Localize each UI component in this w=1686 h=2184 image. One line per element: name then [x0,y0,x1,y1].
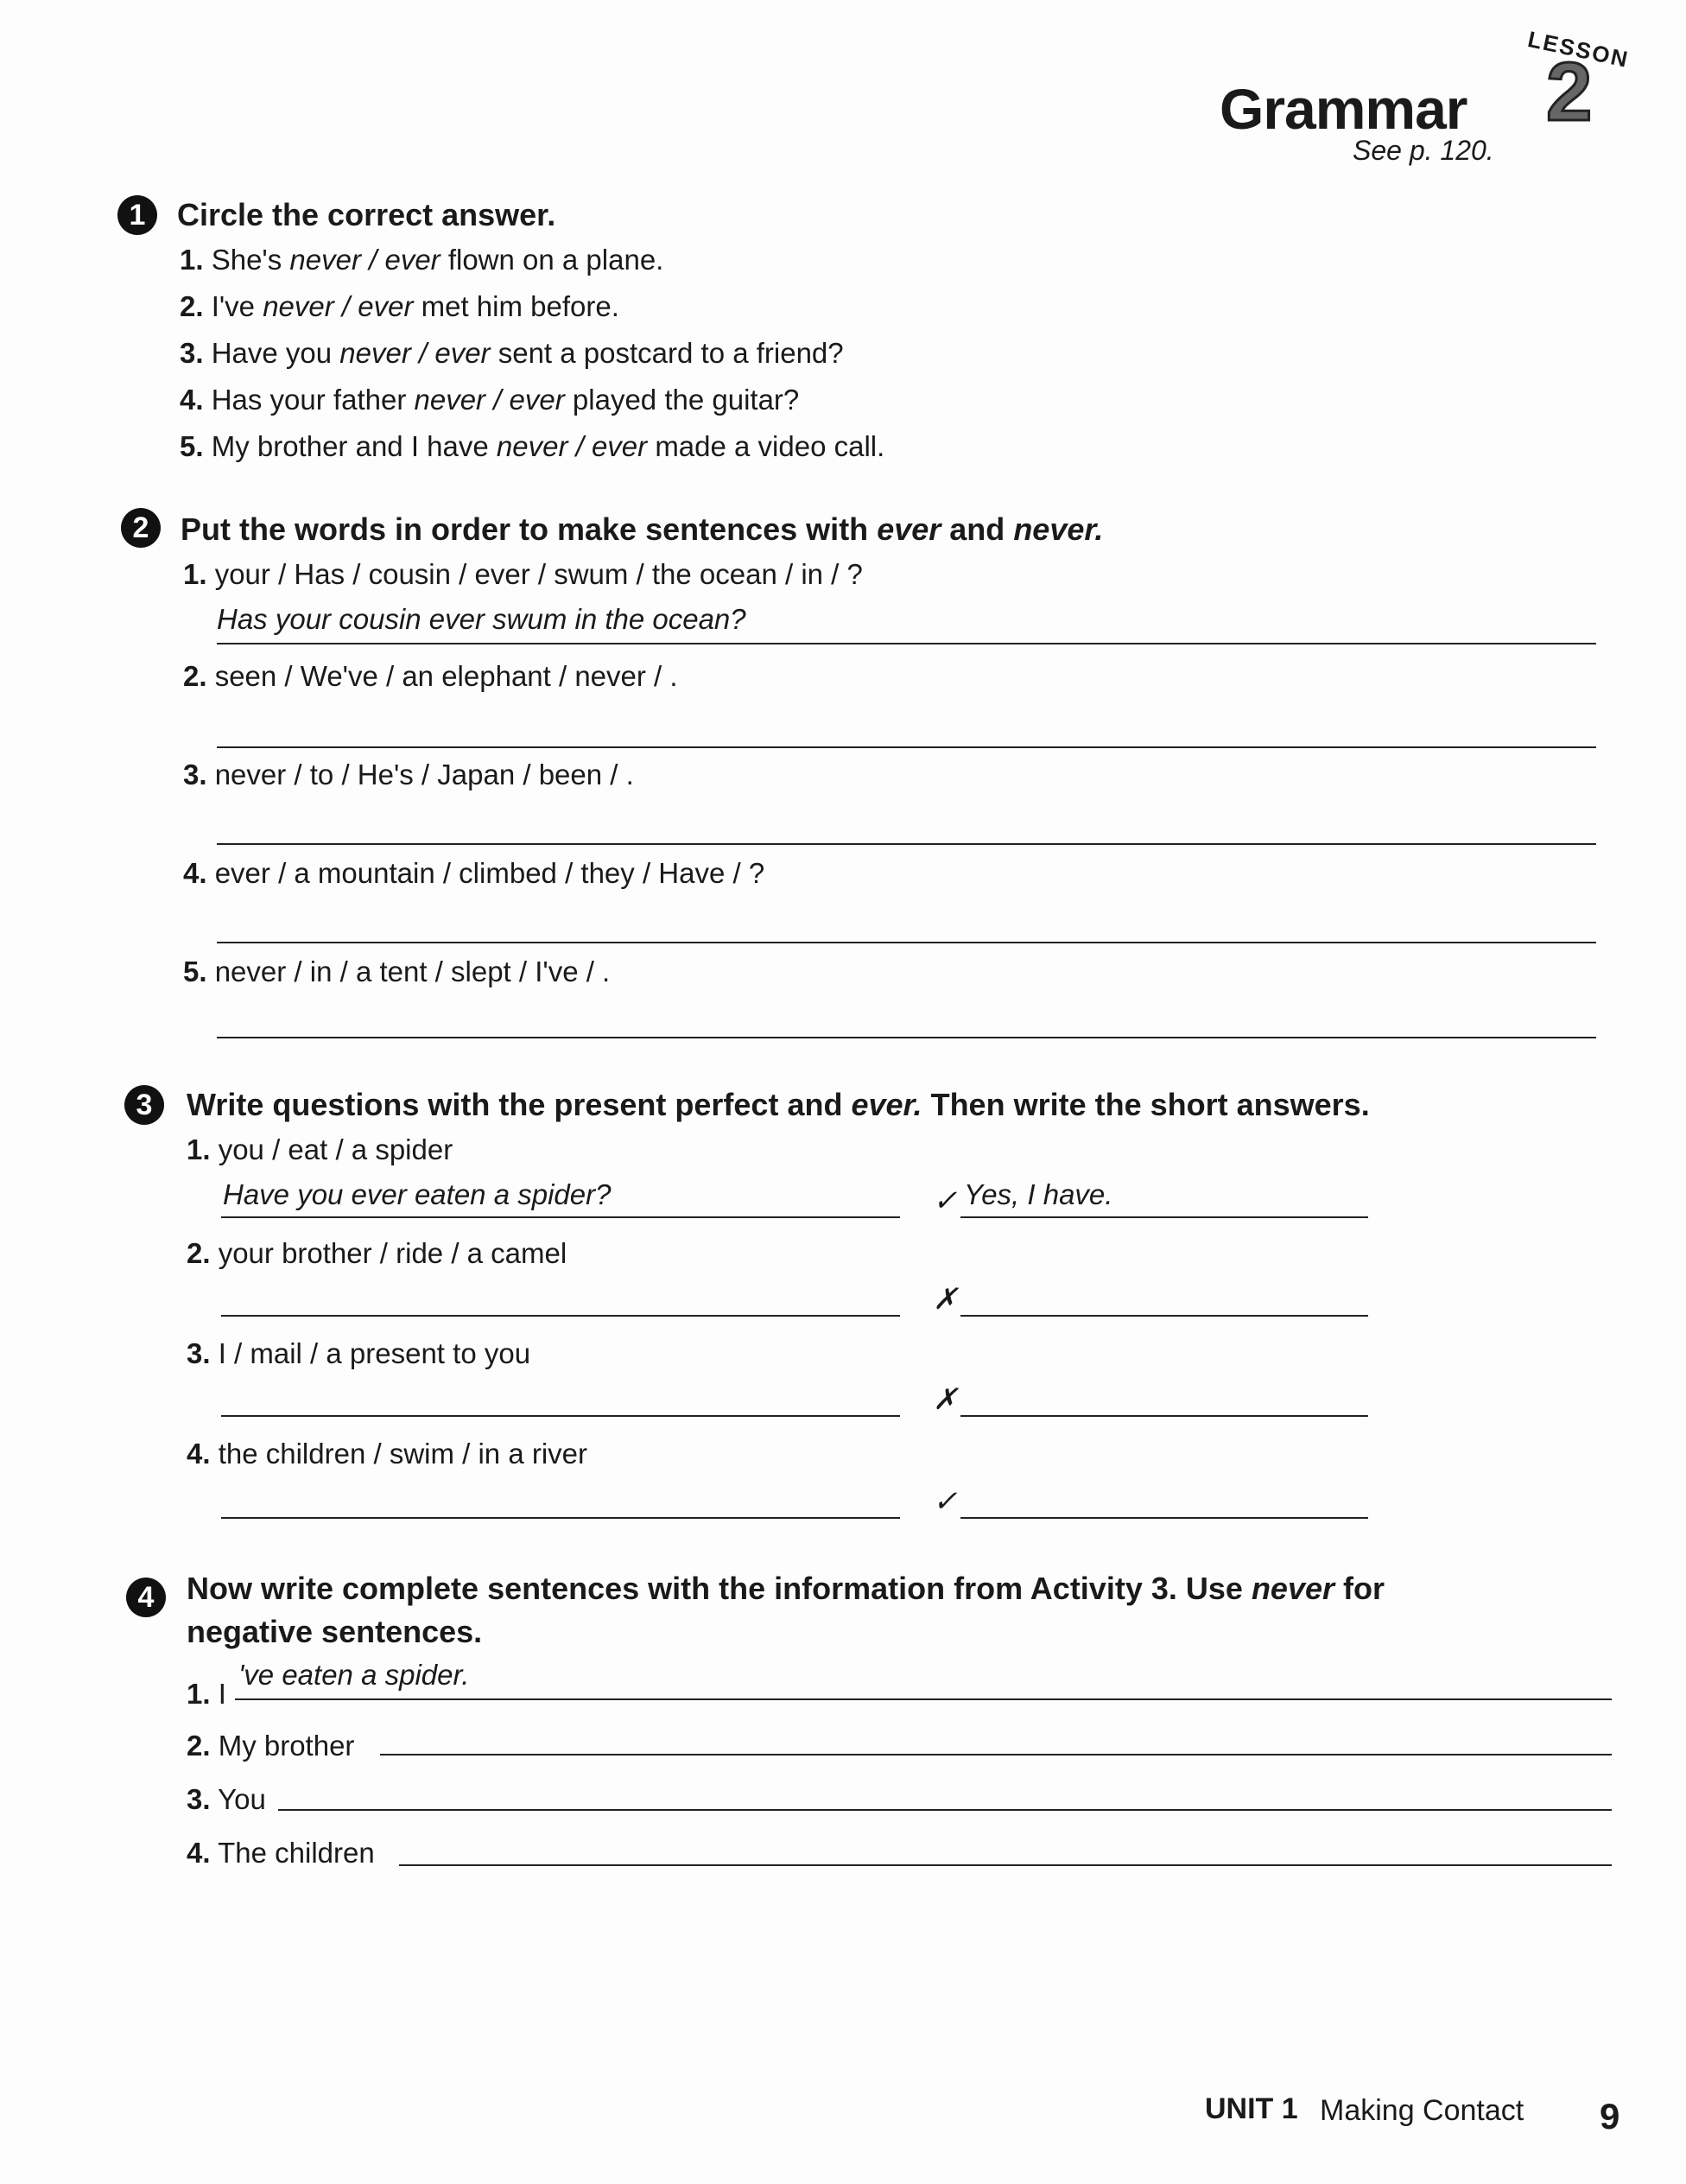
instruction-text: Put the words in order to make sentences with [181,511,869,547]
word-prompt: never / to / He's / Japan / been / . [214,759,634,790]
list-item [183,759,634,791]
short-answer-line[interactable] [960,1315,1368,1317]
instruction-text: Now write complete sentences with the information from Activity 3. Use [187,1571,1243,1606]
item-number: 4. [180,384,204,416]
item-number: 3. [187,1337,211,1369]
item-text: Have you [211,337,333,369]
list-item [183,558,863,591]
item-number: 1. [187,1678,211,1710]
answer-line[interactable] [380,1754,1612,1755]
activity2-instruction [181,511,1103,548]
item-text: I've [211,290,256,322]
answer-line[interactable] [217,843,1596,845]
answer-line[interactable] [278,1809,1612,1811]
answer-line[interactable] [399,1864,1612,1866]
activity3-instruction [187,1087,1370,1123]
checkmark-icon: ✓ [933,1485,958,1518]
answer-line[interactable] [217,942,1596,943]
answer-line[interactable] [235,1698,1612,1700]
page-reference: See p. 120. [1353,135,1494,166]
word-prompt: seen / We've / an elephant / never / . [214,660,678,692]
instruction-text: ever. [851,1087,922,1122]
item-number: 5. [183,956,207,987]
short-answer-line[interactable] [960,1415,1368,1417]
instruction-text: for [1343,1571,1385,1606]
instruction-text: Write questions with the present perfect and [187,1087,843,1122]
sentence-start: I [218,1678,226,1710]
sentence-start: The children [218,1837,375,1869]
question-line[interactable] [221,1415,900,1417]
item-text: She's [211,244,282,276]
word-prompt: never / in / a tent / slept / I've / . [214,956,611,987]
answer-choice[interactable]: never / ever [339,337,491,369]
item-number: 5. [180,430,204,462]
word-prompt: you / eat / a spider [218,1133,453,1165]
page-title: Grammar [1220,77,1467,141]
list-item [187,1337,530,1370]
cross-icon: ✗ [933,1383,958,1416]
list-item [187,1438,587,1470]
answer-text: Has your cousin ever swum in the ocean? [217,603,746,635]
short-answer-line[interactable] [960,1216,1368,1218]
lesson-number: 2 [1546,46,1593,138]
list-item [187,1237,567,1270]
list-item [183,956,610,988]
list-item [180,337,844,370]
cross-icon: ✗ [933,1283,958,1316]
question-line[interactable] [221,1216,900,1218]
list-item [187,1133,453,1166]
list-item [187,1837,375,1870]
list-item [187,1730,354,1762]
item-number: 1. [180,244,204,276]
lesson-label: LESSON [1525,25,1632,73]
item-text: made a video call. [655,430,885,462]
answer-line[interactable] [217,746,1596,748]
question-answer: Have you ever eaten a spider? [223,1178,612,1210]
activity-number-badge: 2 [121,508,161,548]
answer-line[interactable] [217,1037,1596,1038]
item-number: 2. [187,1730,211,1762]
item-text: Has your father [211,384,407,416]
item-text: My brother and I have [211,430,489,462]
activity4-instruction [187,1571,1385,1607]
item-text: played the guitar? [572,384,800,416]
answer-choice[interactable]: never / ever [289,244,441,276]
list-item [187,1678,226,1711]
activity1-instruction: Circle the correct answer. [177,197,556,232]
list-item [180,244,663,276]
list-item [180,384,799,416]
unit-label: UNIT 1 [1205,2092,1298,2125]
list-item [183,857,764,890]
item-text: flown on a plane. [447,244,664,276]
item-number: 2. [187,1237,211,1269]
item-number: 1. [187,1133,211,1165]
word-prompt: I / mail / a present to you [218,1337,531,1369]
answer-choice[interactable]: never / ever [414,384,565,416]
activity4-instruction-cont: negative sentences. [187,1614,483,1649]
page-number: 9 [1600,2096,1620,2136]
instruction-text: never. [1013,511,1104,547]
item-number: 3. [180,337,204,369]
instruction-text: never [1251,1571,1335,1606]
word-prompt: ever / a mountain / climbed / they / Have / ? [214,857,765,889]
answer-choice[interactable]: never / ever [496,430,648,462]
instruction-text: ever [877,511,941,547]
question-line[interactable] [221,1517,900,1519]
activity-number-badge: 1 [117,195,157,235]
instruction-text: and [949,511,1005,547]
list-item [180,430,884,463]
item-text: met him before. [421,290,619,322]
sentence-start: My brother [218,1730,355,1762]
activity-number-badge: 3 [124,1085,164,1125]
list-item [187,1783,266,1816]
instruction-text: Then write the short answers. [930,1087,1370,1122]
item-number: 4. [187,1438,211,1470]
item-number: 3. [187,1783,211,1815]
question-line[interactable] [221,1315,900,1317]
item-number: 2. [180,290,204,322]
list-item [180,290,619,323]
word-prompt: the children / swim / in a river [218,1438,588,1470]
answer-line[interactable] [217,643,1596,644]
list-item [183,660,678,693]
checkmark-icon: ✓ [933,1184,958,1217]
answer-text: 've eaten a spider. [238,1659,470,1691]
word-prompt: your brother / ride / a camel [218,1237,567,1269]
short-answer-line[interactable] [960,1517,1368,1519]
item-number: 3. [183,759,207,790]
word-prompt: your / Has / cousin / ever / swum / the ocean / in / ? [214,558,863,590]
sentence-start: You [218,1783,266,1815]
short-answer: Yes, I have. [964,1178,1113,1210]
item-number: 2. [183,660,207,692]
unit-title: Making Contact [1320,2094,1524,2127]
item-text: sent a postcard to a friend? [498,337,844,369]
item-number: 4. [187,1837,211,1869]
item-number: 4. [183,857,207,889]
item-number: 1. [183,558,207,590]
answer-choice[interactable]: never / ever [263,290,414,322]
activity-number-badge: 4 [126,1578,166,1617]
